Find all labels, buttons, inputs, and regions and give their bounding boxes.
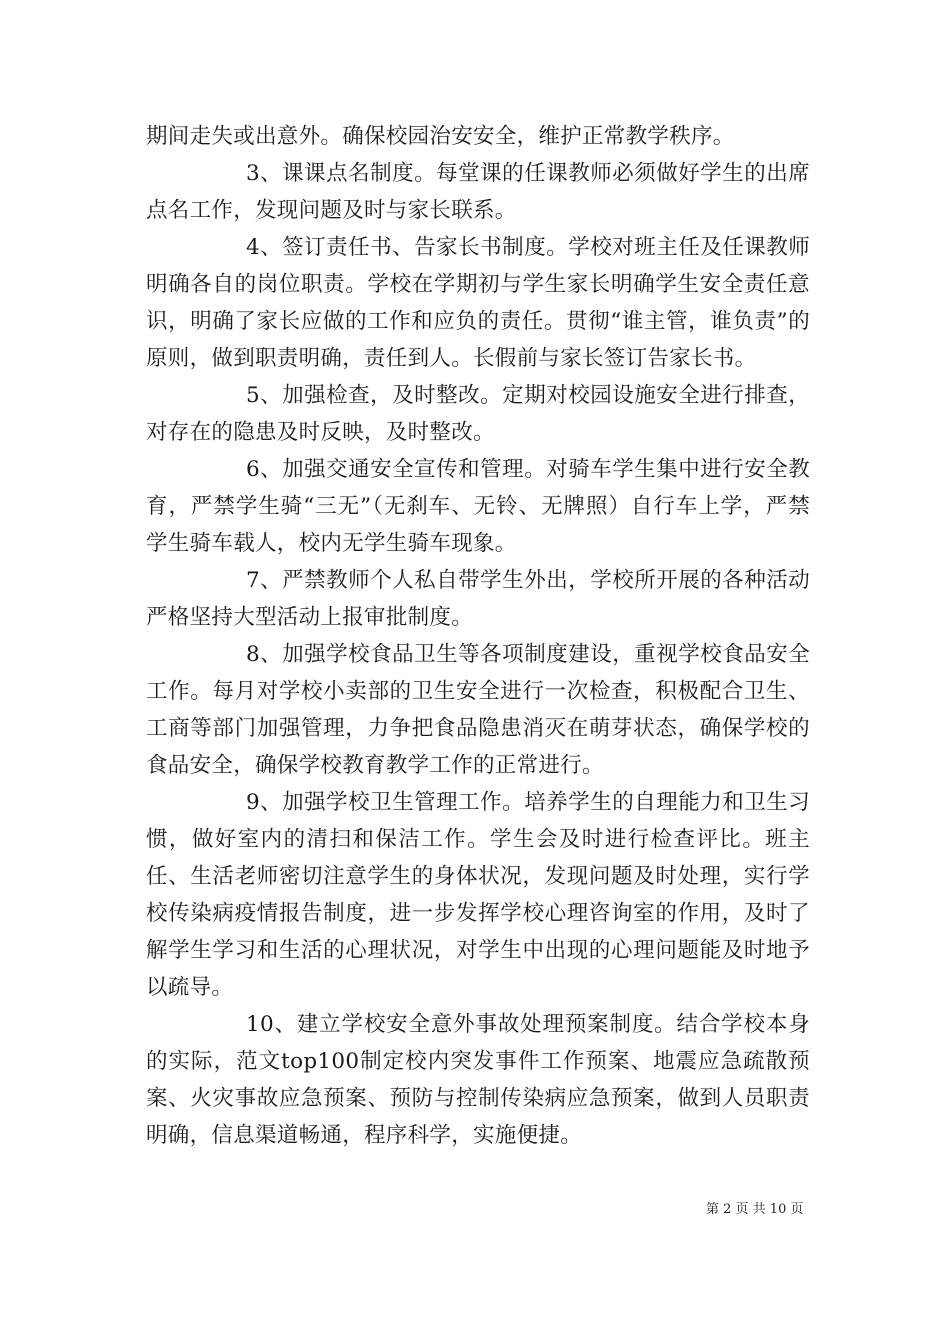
- page-number-footer: 第 2 页 共 10 页: [706, 1202, 804, 1217]
- paragraph-7: 8、加强学校食品卫生等各项制度建设，重视学校食品安全工作。每月对学校小卖部的卫生安全进行一次检查，积极配合卫生、工商等部门加强管理，力争把食品隐患消灭在萌芽状态，确保学校的食品安全，确保学校教育教学工作的正常进行。: [146, 642, 810, 778]
- paragraph-2: 3、课课点名制度。每堂课的任课教师必须做好学生的出席点名工作，发现问题及时与家长联系。: [146, 161, 810, 223]
- document-body: [146, 118, 810, 1154]
- paragraph-4: 5、加强检查，及时整改。定期对校园设施安全进行排查，对存在的隐患及时反映，及时整改。: [146, 383, 810, 445]
- paragraph-3: 4、签订责任书、告家长书制度。学校对班主任及任课教师明确各自的岗位职责。学校在学期初与学生家长明确学生安全责任意识，明确了家长应做的工作和应负的责任。贯彻“谁主管，谁负责”的原则，做到职责明确，责任到人。长假前与家长签订告家长书。: [146, 235, 810, 371]
- paragraph-6: 7、严禁教师个人私自带学生外出，学校所开展的各种活动严格坚持大型活动上报审批制度。: [146, 568, 810, 630]
- paragraph-5: 6、加强交通安全宣传和管理。对骑车学生集中进行安全教育，严禁学生骑“三无”（无刹车、无铃、无牌照）自行车上学，严禁学生骑车载人，校内无学生骑车现象。: [146, 457, 810, 556]
- paragraph-9: 10、建立学校安全意外事故处理预案制度。结合学校本身的实际，范文top100制定校内突发事件工作预案、地震应急疏散预案、火灾事故应急预案、预防与控制传染病应急预案，做到人员职责明确，信息渠道畅通，程序科学，实施便捷。: [146, 1012, 810, 1148]
- paragraph-1: 期间走失或出意外。确保校园治安安全，维护正常教学秩序。: [146, 124, 735, 149]
- paragraph-8: 9、加强学校卫生管理工作。培养学生的自理能力和卫生习惯，做好室内的清扫和保洁工作。学生会及时进行检查评比。班主任、生活老师密切注意学生的身体状况，发现问题及时处理，实行学校传染病疫情报告制度，进一步发挥学校心理咨询室的作用，及时了解学生学习和生活的心理状况，对学生中出现的心理问题能及时地予以疏导。: [146, 790, 810, 1000]
